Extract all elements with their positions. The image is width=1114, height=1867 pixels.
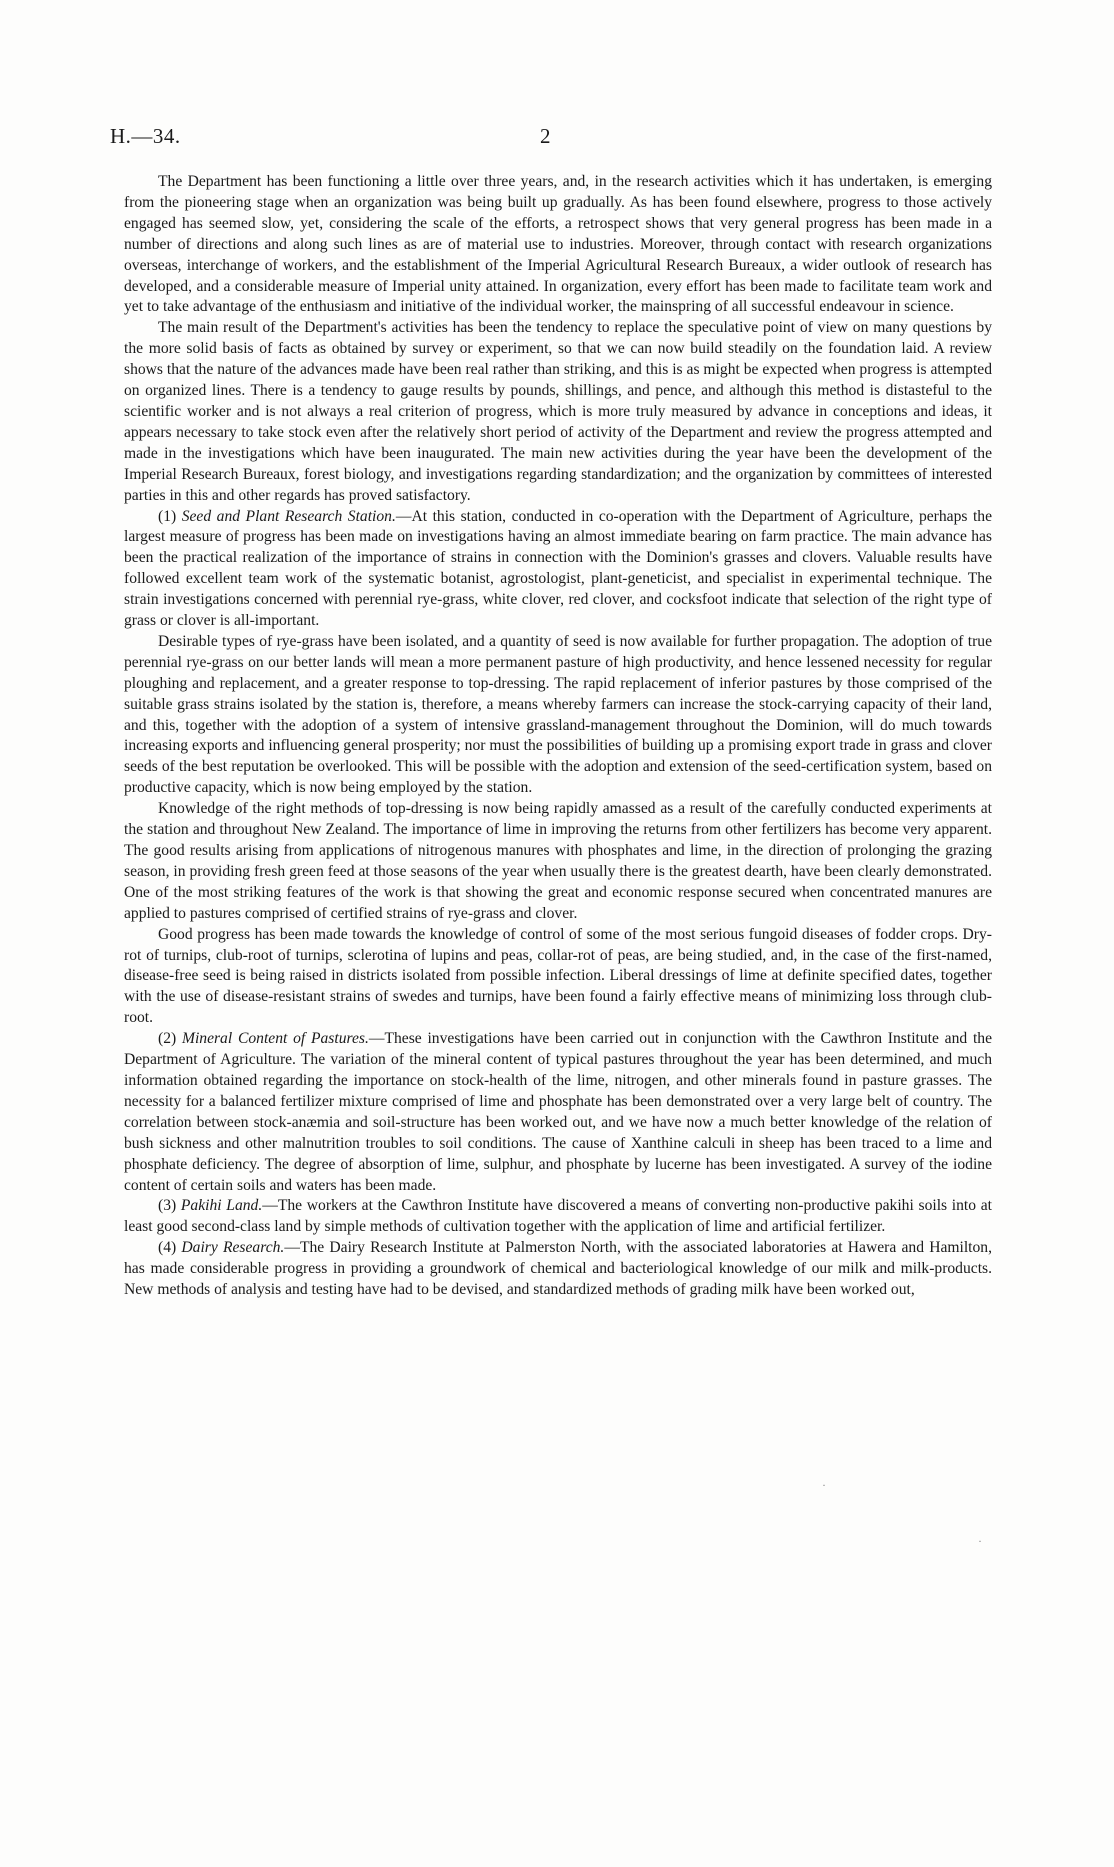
section-heading: Mineral Content of Pastures. bbox=[181, 1030, 369, 1048]
paragraph-pakihi-land: (3) Pakihi Land.—The workers at the Cawthron Institute have discovered a means of converting non-productive pakihi soils into at least good second-class land by simple methods of cultivation together with the application of lime and artificial fertilizer. bbox=[124, 1197, 992, 1236]
paragraph: Knowledge of the right methods of top-dressing is now being rapidly amassed as a result of the carefully conducted experiments at the station and throughout New Zealand. The importance of lime in improving the returns from other fertilizers has become very apparent. The good results arising from applications of nitrogenous manures with phosphates and lime, in the direction of prolonging the grazing season, in providing fresh green feed at those seasons of the year when usually there is the greatest dearth, have been clearly demonstrated. One of the most striking features of the work is that showing the great and economic response secured when concentrated manures are applied to pastures comprised of certified strains of rye-grass and clover. bbox=[124, 800, 992, 922]
document-reference: H.—34. bbox=[110, 124, 181, 148]
section-heading: Pakihi Land. bbox=[180, 1197, 263, 1215]
scan-speck: · bbox=[822, 1478, 826, 1492]
paragraph-dairy-research: (4) Dairy Research.—The Dairy Research Institute at Palmerston North, with the associated laboratories at Hawera and Hamilton, has made considerable progress in providing a groundwork of chemical and bacteriological knowledge of our milk and milk-products. New methods of analysis and testing have had to be devised, and standardized methods of grading milk have been worked out, bbox=[124, 1239, 992, 1299]
section-number: (1) bbox=[158, 507, 177, 525]
section-number: (4) bbox=[158, 1239, 177, 1257]
paragraph: The Department has been functioning a little over three years, and, in the research activities which it has undertaken, is emerging from the pioneering stage when an organization was being built up gradually. As has been found elsewhere, progress to those actively engaged has seemed slow, yet, considering the scale of the efforts, a retrospect shows that very general progress has been made in a number of directions and along such lines as are of material use to industries. Moreover, through contact with research organizations overseas, interchange of workers, and the establishment of the Imperial Agricultural Research Bureaux, a wider outlook of research has developed, and a considerable measure of Imperial unity attained. In organization, every effort has been made to facilitate team work and yet to take advantage of the enthusiasm and initiative of the individual worker, the mainspring of all successful endeavour in science. bbox=[124, 173, 992, 316]
page-number: 2 bbox=[540, 124, 551, 148]
section-heading: Seed and Plant Research Station. bbox=[181, 507, 396, 525]
paragraph: Desirable types of rye-grass have been isolated, and a quantity of seed is now available for further propagation. The adoption of true perennial rye-grass on our better lands will mean a more permanent pasture of high productivity, and hence lessened necessity for regular ploughing and replacement, and a greater response to top-dressing. The rapid replacement of inferior pastures by those comprised of the suitable grass strains isolated by the station is, therefore, a means whereby farmers can increase the stock-carrying capacity of their land, and this, together with the adoption of a system of intensive grassland-management throughout the Dominion, will do much towards increasing exports and influencing general prosperity; nor must the possibilities of building up a promising export trade in grass and clover seeds of the best reputation be overlooked. This will be possible with the adoption and extension of the seed-certification system, based on productive capacity, which is now being employed by the station. bbox=[124, 632, 992, 797]
paragraph: Good progress has been made towards the knowledge of control of some of the most serious fungoid diseases of fodder crops. Dry-rot of turnips, club-root of turnips, sclerotina of lupins and peas, collar-rot of peas, are being studied, and, in the case of the first-named, disease-free seed is being raised in districts isolated from possible infection. Liberal dressings of lime at definite specified dates, together with the use of disease-resistant strains of swedes and turnips, have been found a fairly effective means of minimizing loss through club-root. bbox=[124, 925, 992, 1027]
body-text bbox=[124, 172, 992, 1301]
scan-speck: · bbox=[978, 1534, 982, 1548]
section-heading: Dairy Research. bbox=[181, 1239, 285, 1257]
paragraph-seed-station: (1) Seed and Plant Research Station.—At this station, conducted in co-operation with the Department of Agriculture, perhaps the largest measure of progress has been made on investigations having an almost immediate bearing on farm practice. The main advance has been the practical realization of the importance of strains in connection with the Dominion's grasses and clovers. Valuable results have followed excellent team work of the systematic botanist, agrostologist, plant-geneticist, and specialist in experimental technique. The strain investigations concerned with perennial rye-grass, white clover, red clover, and cocksfoot indicate that selection of the right type of grass or clover is all-important. bbox=[124, 507, 992, 630]
paragraph: The main result of the Department's activities has been the tendency to replace the speculative point of view on many questions by the more solid basis of facts as obtained by survey or experiment, so that we can now build steadily on the foundation laid. A review shows that the nature of the advances made have been real rather than striking, and this is as might be expected when progress is attempted on organized lines. There is a tendency to gauge results by pounds, shillings, and pence, and although this method is distasteful to the scientific worker and is not always a real criterion of progress, which is more truly measured by advance in conceptions and ideas, it appears necessary to take stock even after the relatively short period of activity of the Department and review the progress attempted and made in the investigations which have been inaugurated. The main new activities during the year have been the development of the Imperial Research Bureaux, forest biology, and investigations regarding standardization; and the organization by committees of interested parties in this and other regards has proved satisfactory. bbox=[124, 319, 992, 504]
section-number: (3) bbox=[158, 1197, 177, 1215]
section-number: (2) bbox=[158, 1030, 177, 1048]
paragraph-mineral-content: (2) Mineral Content of Pastures.—These investigations have been carried out in conjunction with the Cawthron Institute and the Department of Agriculture. The variation of the mineral content of typical pastures throughout the year has been determined, and much information obtained regarding the importance on stock-health of the lime, nitrogen, and other minerals found in pasture grasses. The necessity for a balanced fertilizer mixture comprised of lime and phosphate has been demonstrated over a very large belt of country. The correlation between stock-anæmia and soil-structure has been worked out, and we have now a much better knowledge of the relation of bush sickness and other malnutrition troubles to soil conditions. The cause of Xanthine calculi in sheep has been traced to a lime and phosphate deficiency. The degree of absorption of lime, sulphur, and phosphate by lucerne has been investigated. A survey of the iodine content of certain soils and waters has been made. bbox=[124, 1030, 993, 1194]
